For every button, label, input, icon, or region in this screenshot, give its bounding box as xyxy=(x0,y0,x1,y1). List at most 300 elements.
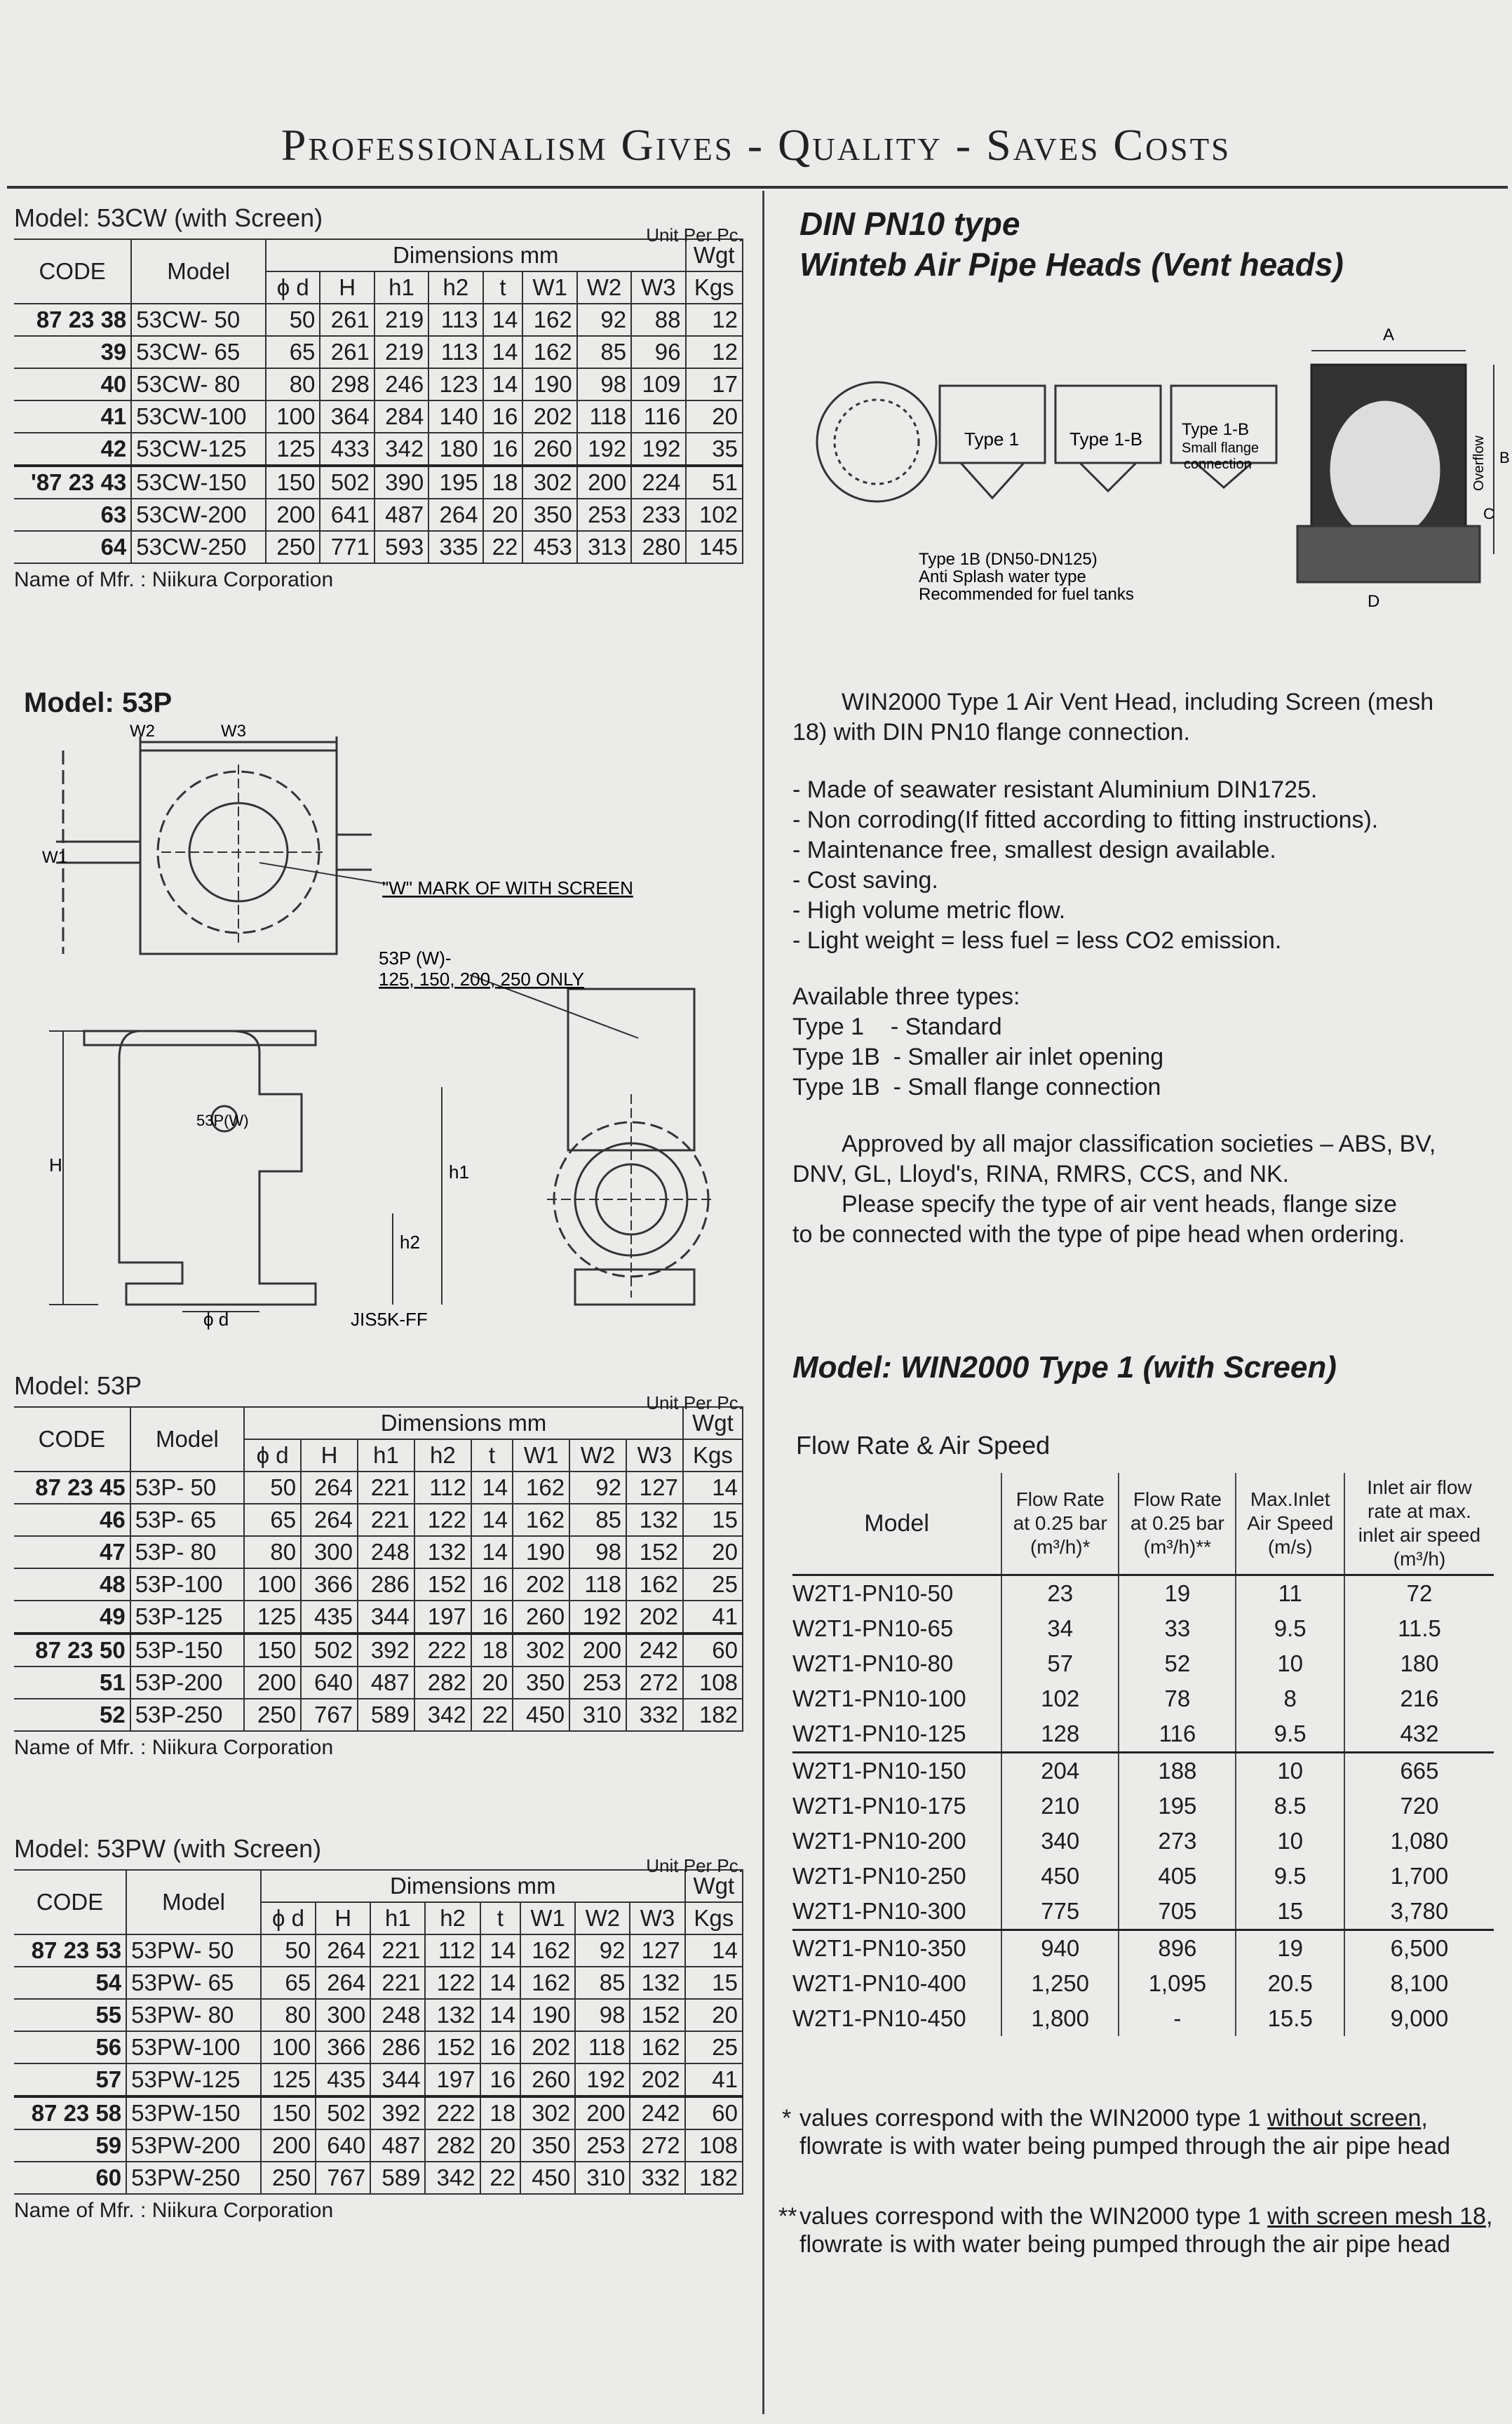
table-cell: 435 xyxy=(316,2063,370,2096)
table-cell: 767 xyxy=(316,2162,370,2194)
col-inlet-flow: Inlet air flow rate at max. inlet air speed (m³/h) xyxy=(1344,1473,1494,1575)
table-cell: 100 xyxy=(266,400,320,433)
table-cell: 453 xyxy=(522,531,576,563)
table-cell: 589 xyxy=(370,2162,425,2194)
table-cell: 9.5 xyxy=(1236,1611,1344,1646)
table-cell: 41 xyxy=(683,1601,743,1634)
table-cell: 19 xyxy=(1236,1930,1344,1967)
table-cell: 300 xyxy=(301,1536,358,1568)
table-row xyxy=(14,1634,743,1666)
table-53cw-section xyxy=(14,203,743,592)
table-cell: 332 xyxy=(630,2162,684,2194)
table-cell: 260 xyxy=(513,1601,569,1634)
table-cell: 125 xyxy=(244,1601,301,1634)
table-cell: W2T1-PN10-350 xyxy=(792,1930,1001,1967)
table-cell: 41 xyxy=(14,400,131,433)
table-cell: 20 xyxy=(471,1666,513,1699)
table-row xyxy=(792,1789,1494,1824)
table-cell: 53P-150 xyxy=(130,1634,245,1666)
col-dim: h1 xyxy=(370,1902,425,1934)
dim-w3: W3 xyxy=(221,722,246,741)
table-cell: 335 xyxy=(428,531,482,563)
feature-item: - Light weight = less fuel = less CO2 emission. xyxy=(792,927,1282,954)
table-cell: 34 xyxy=(1001,1611,1119,1646)
footnote-1: * values correspond with the WIN2000 type 1 without screen, flowrate is with water being pumped through the air pipe head xyxy=(782,2105,1451,2160)
col-model: Model xyxy=(792,1473,1001,1575)
table-cell: 112 xyxy=(425,1934,480,1967)
header-rule xyxy=(7,186,1508,189)
table-cell: 340 xyxy=(1001,1824,1119,1859)
table-cell: 9.5 xyxy=(1236,1716,1344,1753)
table-cell: 219 xyxy=(374,304,428,336)
table-cell: 253 xyxy=(575,2129,630,2162)
table-cell: 298 xyxy=(320,368,374,400)
table-cell: 344 xyxy=(358,1601,414,1634)
table-cell: 260 xyxy=(522,433,576,466)
dim-w2: W2 xyxy=(130,722,155,741)
table-cell: 20 xyxy=(483,499,523,531)
table-cell: 53P-200 xyxy=(130,1666,245,1699)
table-cell: 80 xyxy=(266,368,320,400)
table-cell: 122 xyxy=(425,1967,480,1999)
table-cell: 450 xyxy=(513,1699,569,1731)
table-cell: 282 xyxy=(414,1666,471,1699)
table-cell: 123 xyxy=(428,368,482,400)
table-cell: 22 xyxy=(483,531,523,563)
flow-rate-table xyxy=(792,1473,1494,2036)
table-cell: 9,000 xyxy=(1344,2001,1494,2036)
table-cell: 432 xyxy=(1344,1716,1494,1753)
table-cell: 132 xyxy=(626,1504,683,1536)
table-cell: 392 xyxy=(370,2096,425,2129)
table-cell: 20 xyxy=(480,2129,520,2162)
table-cell: 102 xyxy=(1001,1681,1119,1716)
table-cell: 771 xyxy=(320,531,374,563)
table-cell: 162 xyxy=(513,1504,569,1536)
table-cell: 15.5 xyxy=(1236,2001,1344,2036)
table-cell: 65 xyxy=(261,1967,316,1999)
table-cell: 192 xyxy=(575,2063,630,2096)
table-cell: 60 xyxy=(14,2162,126,2194)
table-row xyxy=(14,400,743,433)
table-cell: 310 xyxy=(569,1699,626,1731)
table-cell: 310 xyxy=(575,2162,630,2194)
table-cell: 272 xyxy=(630,2129,684,2162)
label-53pw: 53P(W) xyxy=(196,1112,249,1129)
table-cell: 18 xyxy=(483,466,523,499)
table-cell: 25 xyxy=(685,2031,743,2063)
table-cell: 204 xyxy=(1001,1753,1119,1789)
col-dim: W2 xyxy=(569,1439,626,1472)
table-cell: 16 xyxy=(480,2031,520,2063)
feature-item: - Non corroding(If fitted according to fitting instructions). xyxy=(792,807,1379,833)
table-cell: 16 xyxy=(471,1568,513,1601)
caption-line2: Anti Splash water type xyxy=(919,567,1086,586)
feature-item: - High volume metric flow. xyxy=(792,897,1066,924)
table-cell: 180 xyxy=(1344,1646,1494,1681)
table-cell: 53CW- 65 xyxy=(131,336,266,368)
table-row xyxy=(14,368,743,400)
note-53pw-1: 53P (W)- xyxy=(379,948,452,969)
table-cell: 125 xyxy=(266,433,320,466)
type-item: Type 1 - Standard xyxy=(792,1014,1002,1040)
table-cell: 392 xyxy=(358,1634,414,1666)
dim-h2: h2 xyxy=(400,1232,420,1253)
feature-item: - Maintenance free, smallest design available. xyxy=(792,837,1276,863)
table-cell: 132 xyxy=(630,1967,684,1999)
table-row xyxy=(14,1699,743,1731)
wmark-label: "W" MARK OF WITH SCREEN xyxy=(382,877,633,898)
table-cell: 48 xyxy=(14,1568,130,1601)
table-cell: 390 xyxy=(374,466,428,499)
table-cell: 195 xyxy=(428,466,482,499)
table-cell: 59 xyxy=(14,2129,126,2162)
table-cell: W2T1-PN10-150 xyxy=(792,1753,1001,1789)
flange-std: JIS5K-FF xyxy=(351,1309,428,1330)
col-dimensions: Dimensions mm xyxy=(244,1407,683,1439)
table-cell: 53CW- 50 xyxy=(131,304,266,336)
table-row xyxy=(14,336,743,368)
table-cell: 65 xyxy=(244,1504,301,1536)
table-cell: '87 23 43 xyxy=(14,466,131,499)
table-cell: 100 xyxy=(261,2031,316,2063)
table-53p-section xyxy=(14,1371,743,1760)
table-cell: 108 xyxy=(685,2129,743,2162)
table-cell: 14 xyxy=(683,1472,743,1504)
table-cell: 264 xyxy=(316,1934,370,1967)
table-cell: 253 xyxy=(577,499,631,531)
table-cell: 35 xyxy=(686,433,743,466)
table-cell: 88 xyxy=(631,304,685,336)
table-cell: 10 xyxy=(1236,1753,1344,1789)
table-cell: 162 xyxy=(520,1934,575,1967)
table-cell: 56 xyxy=(14,2031,126,2063)
table-cell: 118 xyxy=(577,400,631,433)
table-cell: 200 xyxy=(244,1666,301,1699)
table-cell: 342 xyxy=(414,1699,471,1731)
table-cell: 98 xyxy=(577,368,631,400)
table-cell: 342 xyxy=(374,433,428,466)
table-cell: 50 xyxy=(261,1934,316,1967)
table-row xyxy=(792,1753,1494,1789)
table-cell: 264 xyxy=(301,1472,358,1504)
table-cell: 775 xyxy=(1001,1894,1119,1930)
table-cell: 250 xyxy=(266,531,320,563)
table-cell: 202 xyxy=(522,400,576,433)
table-cell: 344 xyxy=(370,2063,425,2096)
table-cell: 53P- 65 xyxy=(130,1504,245,1536)
table-cell: 127 xyxy=(630,1934,684,1967)
type1b-label: Type 1-B xyxy=(1069,429,1143,450)
table-cell: 52 xyxy=(14,1699,130,1731)
table-cell: 92 xyxy=(575,1934,630,1967)
table-cell: 405 xyxy=(1119,1859,1236,1894)
caption-line1: Type 1B (DN50-DN125) xyxy=(919,550,1098,569)
table-cell: 20 xyxy=(683,1536,743,1568)
table-cell: 14 xyxy=(471,1504,513,1536)
table-cell: 280 xyxy=(631,531,685,563)
type-item: Type 1B - Smaller air inlet opening xyxy=(792,1044,1164,1070)
table-cell: 100 xyxy=(244,1568,301,1601)
table-cell: 190 xyxy=(520,1999,575,2031)
table-cell: 132 xyxy=(414,1536,471,1568)
col-max-inlet: Max.Inlet Air Speed (m/s) xyxy=(1236,1473,1344,1575)
table-row xyxy=(14,1568,743,1601)
table-cell: 8 xyxy=(1236,1681,1344,1716)
table-cell: 300 xyxy=(316,1999,370,2031)
unit-label: Unit Per Pc. xyxy=(646,1855,743,1876)
feature-item: - Made of seawater resistant Aluminium DIN1725. xyxy=(792,776,1318,803)
table-cell: 51 xyxy=(14,1666,130,1699)
table-cell: 22 xyxy=(480,2162,520,2194)
col-dim: ϕ d xyxy=(261,1902,316,1934)
table-row xyxy=(792,1824,1494,1859)
table-cell: 286 xyxy=(358,1568,414,1601)
table-cell: 47 xyxy=(14,1536,130,1568)
table-cell: 14 xyxy=(471,1536,513,1568)
table-cell: W2T1-PN10-65 xyxy=(792,1615,954,1641)
col-dim: t xyxy=(480,1902,520,1934)
table-title: Model: 53P xyxy=(14,1371,142,1400)
table-cell: 16 xyxy=(483,400,523,433)
col-dim: ϕ d xyxy=(244,1439,301,1472)
col-model: Model xyxy=(130,1407,245,1472)
table-cell: 224 xyxy=(631,466,685,499)
table-cell: 87 23 50 xyxy=(14,1634,130,1666)
table-cell: 248 xyxy=(358,1536,414,1568)
table-cell: 14 xyxy=(471,1472,513,1504)
table-cell: 118 xyxy=(569,1568,626,1601)
table-cell: 128 xyxy=(1001,1716,1119,1753)
table-cell: 53PW-100 xyxy=(126,2031,261,2063)
table-cell: 162 xyxy=(626,1568,683,1601)
table-cell: 19 xyxy=(1119,1575,1236,1612)
feature-item: - Cost saving. xyxy=(792,867,938,894)
table-cell: 51 xyxy=(686,466,743,499)
table-cell: 33 xyxy=(1119,1611,1236,1646)
section-title: DIN PN10 type Winteb Air Pipe Heads (Vent heads) xyxy=(799,206,1344,283)
dim-D: D xyxy=(1368,592,1380,611)
col-dim: t xyxy=(483,271,523,304)
table-cell: 50 xyxy=(266,304,320,336)
table-cell: 162 xyxy=(522,336,576,368)
table-cell: 11 xyxy=(1236,1575,1344,1612)
table-cell: 150 xyxy=(266,466,320,499)
table-cell: 233 xyxy=(631,499,685,531)
table-cell: 113 xyxy=(428,304,482,336)
col-dimensions: Dimensions mm xyxy=(266,239,685,271)
table-cell: 108 xyxy=(683,1666,743,1699)
table-cell: 720 xyxy=(1344,1789,1494,1824)
table-cell: 60 xyxy=(685,2096,743,2129)
table-cell: 14 xyxy=(480,1999,520,2031)
table-cell: 190 xyxy=(513,1536,569,1568)
table-row xyxy=(792,1930,1494,1967)
table-cell: 302 xyxy=(522,466,576,499)
table-cell: 78 xyxy=(1119,1681,1236,1716)
table-cell: 118 xyxy=(575,2031,630,2063)
intro-text: WIN2000 Type 1 Air Vent Head, including Screen (mesh 18) with DIN PN10 flange connection. xyxy=(792,689,1434,746)
table-cell: 940 xyxy=(1001,1930,1119,1967)
table-cell: 188 xyxy=(1119,1753,1236,1789)
table-cell: 85 xyxy=(577,336,631,368)
col-dim: W1 xyxy=(513,1439,569,1472)
table-cell: 25 xyxy=(683,1568,743,1601)
table-cell: 85 xyxy=(569,1504,626,1536)
model-53p-drawing xyxy=(21,722,750,1333)
dim-A: A xyxy=(1383,325,1395,344)
table-cell: 366 xyxy=(301,1568,358,1601)
table-cell: 705 xyxy=(1119,1894,1236,1930)
table-cell: 332 xyxy=(626,1699,683,1731)
table-cell: 182 xyxy=(685,2162,743,2194)
flow-caption: Flow Rate & Air Speed xyxy=(796,1431,1051,1460)
table-cell: 53P-125 xyxy=(130,1601,245,1634)
table-row xyxy=(14,1601,743,1634)
table-cell: 350 xyxy=(513,1666,569,1699)
table-cell: W2T1-PN10-250 xyxy=(792,1863,966,1889)
table-cell: 202 xyxy=(630,2063,684,2096)
table-cell: 261 xyxy=(320,336,374,368)
table-cell: 53CW-200 xyxy=(131,499,266,531)
type1-label: Type 1 xyxy=(964,429,1020,450)
table-row xyxy=(14,1967,743,1999)
table-cell: 16 xyxy=(471,1601,513,1634)
table-cell: 641 xyxy=(320,499,374,531)
table-cell: 14 xyxy=(480,1934,520,1967)
table-cell: 242 xyxy=(630,2096,684,2129)
table-cell: 20 xyxy=(685,1999,743,2031)
win2000-title: Model: WIN2000 Type 1 (with Screen) xyxy=(792,1350,1337,1385)
dim-w1: W1 xyxy=(42,848,67,867)
table-row xyxy=(792,1611,1494,1646)
table-cell: 6,500 xyxy=(1344,1930,1494,1967)
table-cell: 10 xyxy=(1236,1824,1344,1859)
col-dim: h2 xyxy=(425,1902,480,1934)
dim-H: H xyxy=(49,1154,62,1176)
table-row xyxy=(792,1716,1494,1753)
table-cell: 10 xyxy=(1236,1646,1344,1681)
table-cell: 264 xyxy=(428,499,482,531)
table-cell: 162 xyxy=(520,1967,575,1999)
table-cell: 87 23 53 xyxy=(14,1934,126,1967)
table-cell: 53CW- 80 xyxy=(131,368,266,400)
table-cell: 253 xyxy=(569,1666,626,1699)
table-cell: 53CW-150 xyxy=(131,466,266,499)
table-cell: 96 xyxy=(631,336,685,368)
table-cell: 152 xyxy=(630,1999,684,2031)
table-cell: 221 xyxy=(358,1504,414,1536)
table-cell: 85 xyxy=(575,1967,630,1999)
table-cell: 589 xyxy=(358,1699,414,1731)
table-cell: 272 xyxy=(626,1666,683,1699)
types-block: Available three types: Type 1 - Standard Type 1B - Smaller air inlet opening Type 1B - Small flange connection xyxy=(792,982,1501,1103)
table-cell: W2T1-PN10-80 xyxy=(792,1650,954,1676)
overflow-label: Overflow xyxy=(1471,436,1487,491)
col-dim: W2 xyxy=(575,1902,630,1934)
table-cell: 197 xyxy=(425,2063,480,2096)
table-row xyxy=(14,2129,743,2162)
col-dimensions: Dimensions mm xyxy=(261,1870,685,1902)
table-row xyxy=(792,1966,1494,2001)
drawing-title: Model: 53P xyxy=(24,687,173,718)
table-cell: 64 xyxy=(14,531,131,563)
table-cell: 14 xyxy=(685,1934,743,1967)
col-dim: W2 xyxy=(577,271,631,304)
table-cell: 1,800 xyxy=(1001,2001,1119,2036)
svg-text:connection: connection xyxy=(1184,457,1252,472)
col-code: CODE xyxy=(14,1870,126,1934)
table-cell: 109 xyxy=(631,368,685,400)
table-cell: 665 xyxy=(1344,1753,1494,1789)
type-item: Type 1B - Small flange connection xyxy=(792,1074,1161,1100)
table-cell: 342 xyxy=(425,2162,480,2194)
table-cell: 248 xyxy=(370,1999,425,2031)
table-cell: 15 xyxy=(685,1967,743,1999)
table-cell: 98 xyxy=(569,1536,626,1568)
col-wgt: Wgt xyxy=(686,239,743,271)
table-cell: 72 xyxy=(1344,1575,1494,1612)
col-kgs: Kgs xyxy=(685,1902,743,1934)
table-cell: 192 xyxy=(577,433,631,466)
table-cell: 152 xyxy=(414,1568,471,1601)
table-cell: 1,250 xyxy=(1001,1966,1119,2001)
spec-table-53cw xyxy=(14,238,743,564)
col-wgt: Wgt xyxy=(685,1870,743,1902)
table-title: Model: 53PW (with Screen) xyxy=(14,1834,322,1863)
col-dim: H xyxy=(316,1902,370,1934)
table-cell: 450 xyxy=(520,2162,575,2194)
footnote-2: ** values correspond with the WIN2000 type 1 with screen mesh 18, flowrate is with water being pumped through the air pipe head xyxy=(778,2203,1493,2258)
table-cell: 302 xyxy=(513,1634,569,1666)
table-title: Model: 53CW (with Screen) xyxy=(14,203,323,232)
table-cell: 502 xyxy=(316,2096,370,2129)
table-cell: 593 xyxy=(374,531,428,563)
unit-label: Unit Per Pc. xyxy=(646,1392,743,1413)
table-cell: 264 xyxy=(316,1967,370,1999)
table-cell: 350 xyxy=(522,499,576,531)
table-cell: 14 xyxy=(480,1967,520,1999)
table-cell: 162 xyxy=(630,2031,684,2063)
table-cell: 14 xyxy=(483,336,523,368)
manufacturer-note: Name of Mfr. : Niikura Corporation xyxy=(14,568,334,591)
table-cell: W2T1-PN10-450 xyxy=(792,2005,966,2031)
table-cell: 140 xyxy=(428,400,482,433)
table-cell: 1,080 xyxy=(1344,1824,1494,1859)
manufacturer-note: Name of Mfr. : Niikura Corporation xyxy=(14,2199,334,2222)
table-cell: 302 xyxy=(520,2096,575,2129)
table-cell: 80 xyxy=(261,1999,316,2031)
table-cell: W2T1-PN10-300 xyxy=(792,1898,966,1924)
table-row xyxy=(14,1666,743,1699)
table-cell: 502 xyxy=(320,466,374,499)
col-dim: h1 xyxy=(374,271,428,304)
table-cell: W2T1-PN10-175 xyxy=(792,1793,966,1819)
table-cell: 202 xyxy=(513,1568,569,1601)
table-cell: 273 xyxy=(1119,1824,1236,1859)
table-cell: 116 xyxy=(631,400,685,433)
table-row xyxy=(14,1934,743,1967)
table-cell: 366 xyxy=(316,2031,370,2063)
col-dim: W3 xyxy=(626,1439,683,1472)
table-cell: 63 xyxy=(14,499,131,531)
table-53pw-section xyxy=(14,1834,743,2223)
table-cell: 87 23 58 xyxy=(14,2096,126,2129)
table-cell: W2T1-PN10-50 xyxy=(792,1580,954,1606)
col-model: Model xyxy=(131,239,266,304)
table-cell: 260 xyxy=(520,2063,575,2096)
table-cell: 182 xyxy=(683,1699,743,1731)
